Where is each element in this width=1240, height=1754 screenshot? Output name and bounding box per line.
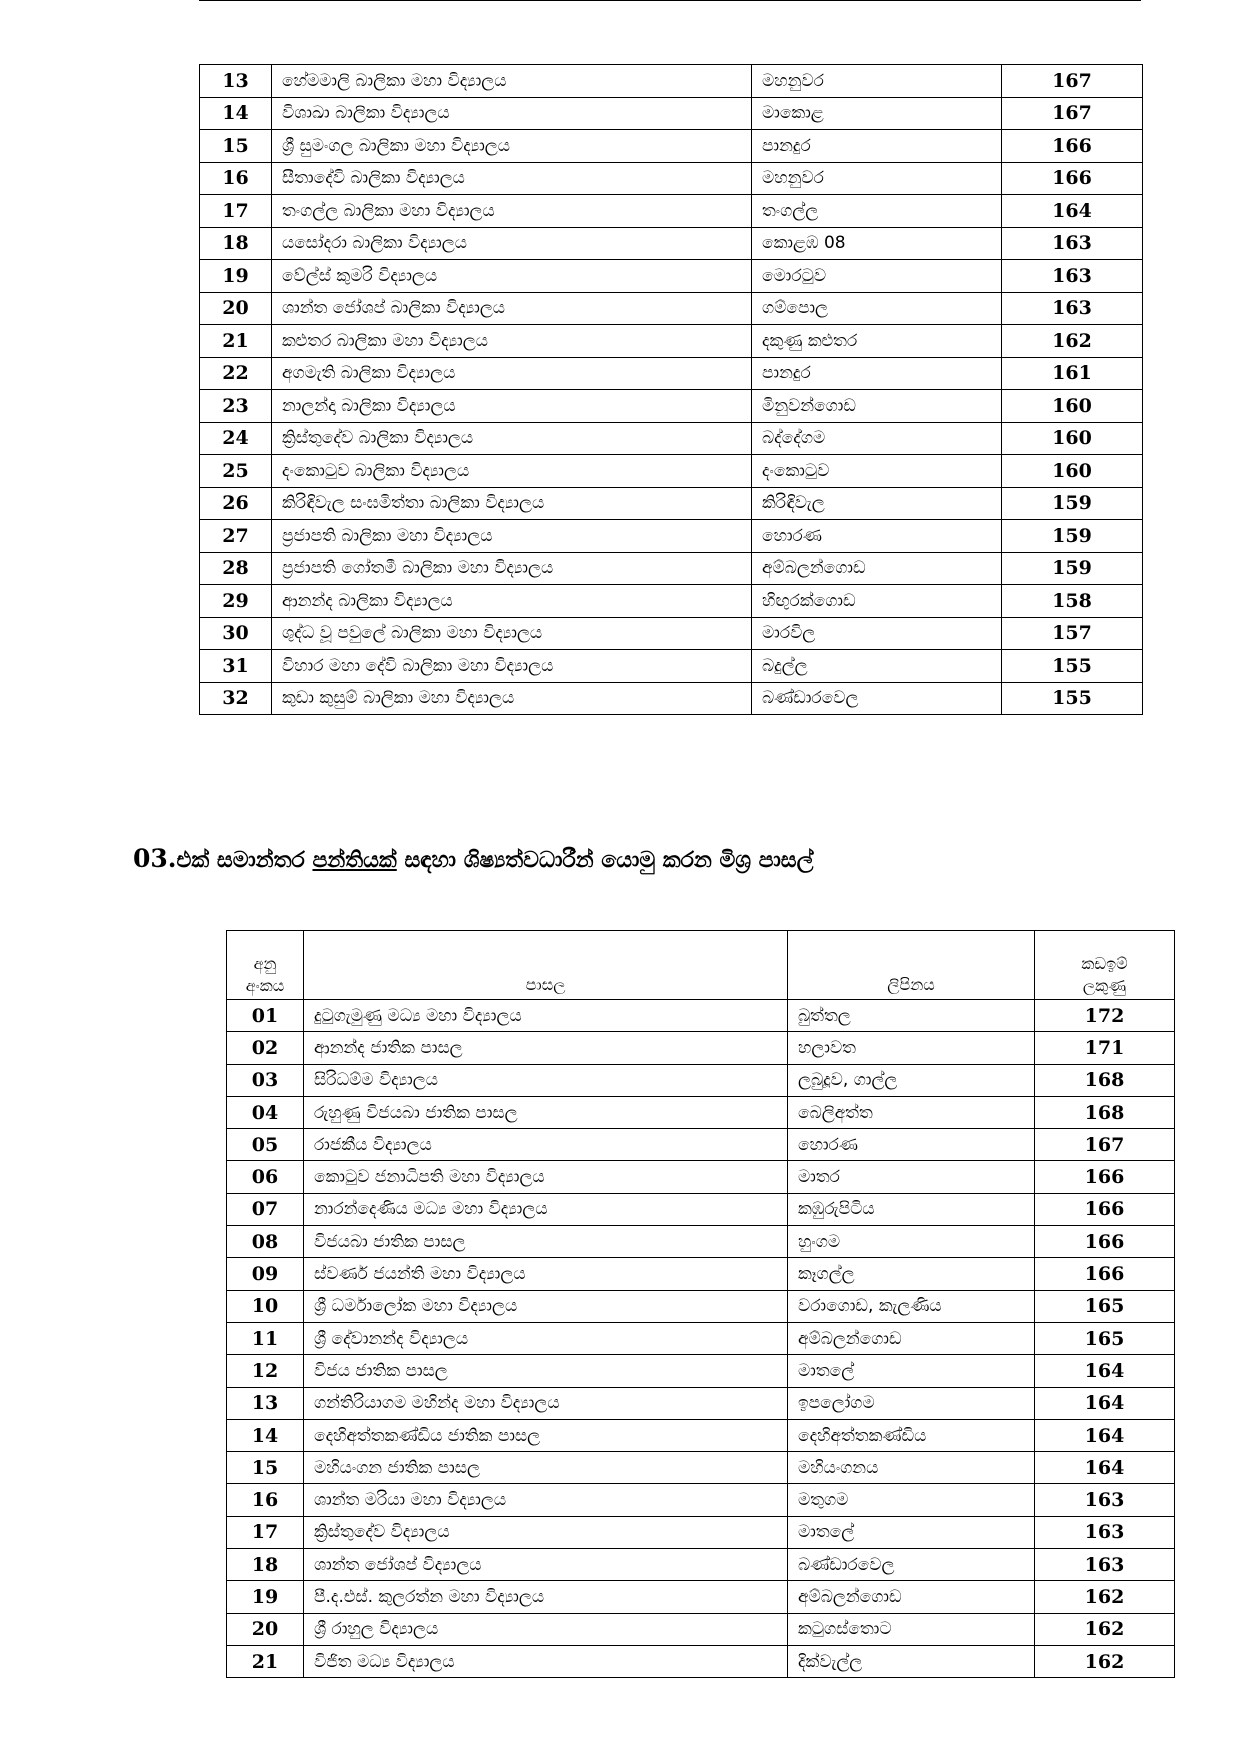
table-row bbox=[227, 1258, 1175, 1290]
mixed-schools-table bbox=[226, 930, 1175, 1678]
table-row bbox=[200, 585, 1143, 618]
address-cell: බණ්ඩාරවෙල bbox=[788, 1549, 1035, 1581]
table-row bbox=[200, 390, 1143, 423]
serial-number-cell: 23 bbox=[200, 390, 272, 423]
table-row bbox=[200, 292, 1143, 325]
serial-number-cell: 13 bbox=[200, 65, 272, 98]
table-row bbox=[200, 552, 1143, 585]
serial-number-cell: 30 bbox=[200, 617, 272, 650]
cutoff-mark-cell: 168 bbox=[1035, 1096, 1175, 1128]
table-row bbox=[227, 1516, 1175, 1548]
cutoff-mark-cell: 164 bbox=[1035, 1452, 1175, 1484]
cutoff-mark-cell: 164 bbox=[1035, 1419, 1175, 1451]
school-name-cell: විජයබා ජාතික පාසල bbox=[304, 1226, 788, 1258]
serial-number-cell: 19 bbox=[200, 260, 272, 293]
serial-number-cell: 18 bbox=[200, 227, 272, 260]
serial-number-cell: 27 bbox=[200, 520, 272, 553]
top-border-line bbox=[199, 0, 1141, 1]
school-name-cell: ශ්‍රී රාහුල විද්‍යාලය bbox=[304, 1613, 788, 1645]
school-name-cell: ශුද්ධ වූ පවුලේ බාලිකා මහා විද්‍යාලය bbox=[272, 617, 752, 650]
school-name-cell: කොටුව ජනාධිපති මහා විද්‍යාලය bbox=[304, 1161, 788, 1193]
serial-number-cell: 28 bbox=[200, 552, 272, 585]
address-cell: හොරණ bbox=[788, 1129, 1035, 1161]
cutoff-mark-cell: 162 bbox=[1035, 1613, 1175, 1645]
cutoff-mark-cell: 163 bbox=[1035, 1516, 1175, 1548]
cutoff-mark-cell: 160 bbox=[1002, 390, 1143, 423]
school-name-cell: මහියංගන ජාතික පාසල bbox=[304, 1452, 788, 1484]
serial-number-cell: 03 bbox=[227, 1064, 304, 1096]
table-row bbox=[227, 1161, 1175, 1193]
cutoff-mark-cell: 172 bbox=[1035, 1000, 1175, 1032]
address-cell: ලබුදූව, ගාල්ල bbox=[788, 1064, 1035, 1096]
serial-number-cell: 02 bbox=[227, 1032, 304, 1064]
address-cell: හුංගම bbox=[788, 1226, 1035, 1258]
address-cell: බුත්තල bbox=[788, 1000, 1035, 1032]
cutoff-mark-cell: 159 bbox=[1002, 520, 1143, 553]
table-row bbox=[227, 1549, 1175, 1581]
school-name-cell: නාරන්දෙණිය මධ්‍ය මහා විද්‍යාලය bbox=[304, 1193, 788, 1225]
serial-number-cell: 21 bbox=[227, 1645, 304, 1677]
school-name-cell: ක්‍රිස්තුදේව බාලිකා විද්‍යාලය bbox=[272, 422, 752, 455]
school-name-cell: වේල්ස් කුමරි විද්‍යාලය bbox=[272, 260, 752, 293]
school-name-cell: කුඩා කුසුම් බාලිකා මහා විද්‍යාලය bbox=[272, 682, 752, 715]
address-cell: වරාගොඩ, කැලණිය bbox=[788, 1290, 1035, 1322]
school-name-cell: ආනන්ද ජාතික පාසල bbox=[304, 1032, 788, 1064]
address-cell: මාතලේ bbox=[788, 1516, 1035, 1548]
address-cell: මාරවිල bbox=[752, 617, 1002, 650]
section-title-underlined: පන්තියක් bbox=[312, 848, 397, 873]
serial-number-cell: 17 bbox=[200, 195, 272, 228]
table-row bbox=[200, 227, 1143, 260]
school-name-cell: සීතාදේවි බාලිකා විද්‍යාලය bbox=[272, 162, 752, 195]
cutoff-mark-cell: 160 bbox=[1002, 422, 1143, 455]
address-cell: මහියංගනය bbox=[788, 1452, 1035, 1484]
table-row bbox=[227, 1581, 1175, 1613]
cutoff-mark-cell: 163 bbox=[1035, 1484, 1175, 1516]
address-cell: අම්බලන්ගොඩ bbox=[788, 1581, 1035, 1613]
address-cell: කටුගස්තොට bbox=[788, 1613, 1035, 1645]
school-name-cell: නාලන්දා බාලිකා විද්‍යාලය bbox=[272, 390, 752, 423]
serial-number-cell: 24 bbox=[200, 422, 272, 455]
serial-number-cell: 20 bbox=[227, 1613, 304, 1645]
address-cell: හොරණ bbox=[752, 520, 1002, 553]
serial-number-cell: 14 bbox=[227, 1419, 304, 1451]
table-row bbox=[227, 1355, 1175, 1387]
section-number: 03. bbox=[133, 844, 177, 873]
school-name-cell: ආනන්ද බාලිකා විද්‍යාලය bbox=[272, 585, 752, 618]
serial-number-cell: 14 bbox=[200, 97, 272, 130]
table-row bbox=[227, 1452, 1175, 1484]
serial-number-cell: 16 bbox=[200, 162, 272, 195]
address-cell: දෙහිඅත්තකණ්ඩිය bbox=[788, 1419, 1035, 1451]
cutoff-mark-cell: 159 bbox=[1002, 487, 1143, 520]
cutoff-mark-cell: 167 bbox=[1035, 1129, 1175, 1161]
table-row bbox=[227, 1484, 1175, 1516]
table-row bbox=[200, 487, 1143, 520]
address-cell: කෑගල්ල bbox=[788, 1258, 1035, 1290]
school-name-cell: යසෝදරා බාලිකා විද්‍යාලය bbox=[272, 227, 752, 260]
header-cutoff-line1: කඩඉම් bbox=[1081, 954, 1128, 973]
table2-header-row bbox=[227, 931, 1175, 1000]
address-cell: දකුණු කළුතර bbox=[752, 325, 1002, 358]
school-name-cell: විහාර මහා දේවි බාලිකා මහා විද්‍යාලය bbox=[272, 650, 752, 683]
address-cell: දික්වැල්ල bbox=[788, 1645, 1035, 1677]
school-name-cell: අගමැති බාලිකා විද්‍යාලය bbox=[272, 357, 752, 390]
table-row bbox=[227, 1000, 1175, 1032]
address-cell: මාතලේ bbox=[788, 1355, 1035, 1387]
school-name-cell: කළුතර බාලිකා මහා විද්‍යාලය bbox=[272, 325, 752, 358]
cutoff-mark-cell: 171 bbox=[1035, 1032, 1175, 1064]
address-cell: ඉපලෝගම bbox=[788, 1387, 1035, 1419]
cutoff-mark-cell: 159 bbox=[1002, 552, 1143, 585]
school-name-cell: විජිත මධ්‍ය විද්‍යාලය bbox=[304, 1645, 788, 1677]
address-cell: මාතර bbox=[788, 1161, 1035, 1193]
cutoff-mark-cell: 162 bbox=[1002, 325, 1143, 358]
table1-body bbox=[200, 65, 1143, 715]
table-row bbox=[200, 97, 1143, 130]
address-cell: දංකොටුව bbox=[752, 455, 1002, 488]
table-row bbox=[227, 1387, 1175, 1419]
cutoff-mark-cell: 167 bbox=[1002, 97, 1143, 130]
serial-number-cell: 25 bbox=[200, 455, 272, 488]
address-cell: අම්බලන්ගොඩ bbox=[752, 552, 1002, 585]
school-name-cell: ශ්‍රී ධර්මාලෝක මහා විද්‍යාලය bbox=[304, 1290, 788, 1322]
table-row bbox=[200, 520, 1143, 553]
cutoff-mark-cell: 166 bbox=[1002, 130, 1143, 163]
cutoff-mark-cell: 165 bbox=[1035, 1290, 1175, 1322]
address-cell: අම්බලන්ගොඩ bbox=[788, 1322, 1035, 1354]
school-name-cell: ස්වර්ණ ජයන්ති මහා විද්‍යාලය bbox=[304, 1258, 788, 1290]
table-row bbox=[227, 1032, 1175, 1064]
school-name-cell: ශාන්ත ජෝශප් බාලිකා විද්‍යාලය bbox=[272, 292, 752, 325]
serial-number-cell: 32 bbox=[200, 682, 272, 715]
school-name-cell: කිරිඳිවැල සංඝමිත්තා බාලිකා විද්‍යාලය bbox=[272, 487, 752, 520]
header-cutoff-line2: ලකුණු bbox=[1082, 976, 1127, 995]
table-row bbox=[227, 1226, 1175, 1258]
serial-number-cell: 21 bbox=[200, 325, 272, 358]
school-name-cell: සිරිධම්ම විද්‍යාලය bbox=[304, 1064, 788, 1096]
cutoff-mark-cell: 162 bbox=[1035, 1645, 1175, 1677]
address-cell: මතුගම bbox=[788, 1484, 1035, 1516]
school-name-cell: හේමමාලි බාලිකා මහා විද්‍යාලය bbox=[272, 65, 752, 98]
address-cell: කිරිඳිවැල bbox=[752, 487, 1002, 520]
address-cell: හලාවත bbox=[788, 1032, 1035, 1064]
serial-number-cell: 15 bbox=[227, 1452, 304, 1484]
school-name-cell: ශ්‍රී සුමංගල බාලිකා මහා විද්‍යාලය bbox=[272, 130, 752, 163]
serial-number-cell: 19 bbox=[227, 1581, 304, 1613]
cutoff-mark-cell: 155 bbox=[1002, 682, 1143, 715]
table-row bbox=[227, 1322, 1175, 1354]
address-cell: කඹුරුපිටිය bbox=[788, 1193, 1035, 1225]
cutoff-mark-cell: 157 bbox=[1002, 617, 1143, 650]
school-name-cell: ශ්‍රී දේවානන්ද විද්‍යාලය bbox=[304, 1322, 788, 1354]
address-cell: පානදුර bbox=[752, 130, 1002, 163]
address-cell: ගම්පොල bbox=[752, 292, 1002, 325]
serial-number-cell: 12 bbox=[227, 1355, 304, 1387]
girls-schools-table-continued bbox=[199, 64, 1143, 715]
school-name-cell: රුහුණු විජයබා ජාතික පාසල bbox=[304, 1096, 788, 1128]
address-cell: පානදුර bbox=[752, 357, 1002, 390]
serial-number-cell: 04 bbox=[227, 1096, 304, 1128]
header-cutoff-marks bbox=[1035, 931, 1175, 1000]
school-name-cell: ප්‍රජාපති ගෝතමී බාලිකා මහා විද්‍යාලය bbox=[272, 552, 752, 585]
school-name-cell: දුටුගැමුණු මධ්‍ය මහා විද්‍යාලය bbox=[304, 1000, 788, 1032]
cutoff-mark-cell: 163 bbox=[1002, 260, 1143, 293]
address-cell: මිනුවන්ගොඩ bbox=[752, 390, 1002, 423]
serial-number-cell: 22 bbox=[200, 357, 272, 390]
address-cell: බද්දේගම bbox=[752, 422, 1002, 455]
school-name-cell: රාජකීය විද්‍යාලය bbox=[304, 1129, 788, 1161]
school-name-cell: පී.ද.එස්. කුලරත්න මහා විද්‍යාලය bbox=[304, 1581, 788, 1613]
address-cell: මාකොළ bbox=[752, 97, 1002, 130]
table-row bbox=[227, 1613, 1175, 1645]
serial-number-cell: 26 bbox=[200, 487, 272, 520]
school-name-cell: ක්‍රිස්තුදේව විද්‍යාලය bbox=[304, 1516, 788, 1548]
table-row bbox=[200, 357, 1143, 390]
table-row bbox=[200, 325, 1143, 358]
cutoff-mark-cell: 163 bbox=[1002, 227, 1143, 260]
serial-number-cell: 01 bbox=[227, 1000, 304, 1032]
serial-number-cell: 18 bbox=[227, 1549, 304, 1581]
serial-number-cell: 31 bbox=[200, 650, 272, 683]
address-cell: මහනුවර bbox=[752, 65, 1002, 98]
cutoff-mark-cell: 166 bbox=[1035, 1193, 1175, 1225]
table-row bbox=[227, 1645, 1175, 1677]
cutoff-mark-cell: 164 bbox=[1035, 1355, 1175, 1387]
cutoff-mark-cell: 166 bbox=[1002, 162, 1143, 195]
serial-number-cell: 20 bbox=[200, 292, 272, 325]
cutoff-mark-cell: 155 bbox=[1002, 650, 1143, 683]
table-row bbox=[227, 1096, 1175, 1128]
cutoff-mark-cell: 168 bbox=[1035, 1064, 1175, 1096]
cutoff-mark-cell: 158 bbox=[1002, 585, 1143, 618]
address-cell: හිඟුරක්ගොඩ bbox=[752, 585, 1002, 618]
serial-number-cell: 29 bbox=[200, 585, 272, 618]
section-heading bbox=[133, 844, 813, 873]
section-title-rest: සඳහා ශිෂ්‍යත්වධාරීන් යොමු කරන මිශ්‍ර පාසල් bbox=[396, 848, 814, 873]
serial-number-cell: 10 bbox=[227, 1290, 304, 1322]
table-row bbox=[200, 130, 1143, 163]
school-name-cell: විශාඛා බාලිකා විද්‍යාලය bbox=[272, 97, 752, 130]
table-row bbox=[227, 1193, 1175, 1225]
serial-number-cell: 07 bbox=[227, 1193, 304, 1225]
serial-number-cell: 17 bbox=[227, 1516, 304, 1548]
serial-number-cell: 08 bbox=[227, 1226, 304, 1258]
cutoff-mark-cell: 163 bbox=[1035, 1549, 1175, 1581]
school-name-cell: ගන්තිරියාගම මහින්ද මහා විද්‍යාලය bbox=[304, 1387, 788, 1419]
address-cell: තංගල්ල bbox=[752, 195, 1002, 228]
serial-number-cell: 13 bbox=[227, 1387, 304, 1419]
section-title-start: එක් සමාන්තර bbox=[176, 848, 313, 873]
table-row bbox=[200, 260, 1143, 293]
cutoff-mark-cell: 166 bbox=[1035, 1161, 1175, 1193]
table-row bbox=[200, 422, 1143, 455]
cutoff-mark-cell: 165 bbox=[1035, 1322, 1175, 1354]
table-row bbox=[200, 650, 1143, 683]
address-cell: බදුල්ල bbox=[752, 650, 1002, 683]
cutoff-mark-cell: 164 bbox=[1035, 1387, 1175, 1419]
cutoff-mark-cell: 166 bbox=[1035, 1226, 1175, 1258]
serial-number-cell: 11 bbox=[227, 1322, 304, 1354]
serial-number-cell: 05 bbox=[227, 1129, 304, 1161]
school-name-cell: ප්‍රජාපති බාලිකා මහා විද්‍යාලය bbox=[272, 520, 752, 553]
cutoff-mark-cell: 160 bbox=[1002, 455, 1143, 488]
header-serial-no bbox=[227, 931, 304, 1000]
school-name-cell: ශාන්ත ජෝශප් විද්‍යාලය bbox=[304, 1549, 788, 1581]
address-cell: බෙලිඅත්ත bbox=[788, 1096, 1035, 1128]
table-row bbox=[227, 1290, 1175, 1322]
cutoff-mark-cell: 166 bbox=[1035, 1258, 1175, 1290]
table-row bbox=[200, 65, 1143, 98]
header-school: පාසල bbox=[304, 931, 788, 1000]
serial-number-cell: 06 bbox=[227, 1161, 304, 1193]
school-name-cell: තංගල්ල බාලිකා මහා විද්‍යාලය bbox=[272, 195, 752, 228]
table-row bbox=[200, 162, 1143, 195]
header-serial-line1: අනු bbox=[253, 954, 277, 973]
serial-number-cell: 09 bbox=[227, 1258, 304, 1290]
address-cell: කොළඹ 08 bbox=[752, 227, 1002, 260]
cutoff-mark-cell: 167 bbox=[1002, 65, 1143, 98]
address-cell: බණ්ඩාරවෙල bbox=[752, 682, 1002, 715]
school-name-cell: දංකොටුව බාලිකා විද්‍යාලය bbox=[272, 455, 752, 488]
address-cell: මහනුවර bbox=[752, 162, 1002, 195]
header-address: ලිපිනය bbox=[788, 931, 1035, 1000]
school-name-cell: දෙහිඅත්තකණ්ඩිය ජාතික පාසල bbox=[304, 1419, 788, 1451]
table-row bbox=[200, 617, 1143, 650]
school-name-cell: විජය ජාතික පාසල bbox=[304, 1355, 788, 1387]
table-row bbox=[200, 455, 1143, 488]
school-name-cell: ශාන්ත මරියා මහා විද්‍යාලය bbox=[304, 1484, 788, 1516]
table-row bbox=[227, 1064, 1175, 1096]
table-row bbox=[200, 195, 1143, 228]
cutoff-mark-cell: 163 bbox=[1002, 292, 1143, 325]
header-serial-line2: අංකය bbox=[245, 976, 285, 995]
table-row bbox=[227, 1419, 1175, 1451]
cutoff-mark-cell: 164 bbox=[1002, 195, 1143, 228]
serial-number-cell: 15 bbox=[200, 130, 272, 163]
table-row bbox=[200, 682, 1143, 715]
cutoff-mark-cell: 161 bbox=[1002, 357, 1143, 390]
serial-number-cell: 16 bbox=[227, 1484, 304, 1516]
table2-body bbox=[227, 1000, 1175, 1678]
address-cell: මොරටුව bbox=[752, 260, 1002, 293]
cutoff-mark-cell: 162 bbox=[1035, 1581, 1175, 1613]
table-row bbox=[227, 1129, 1175, 1161]
